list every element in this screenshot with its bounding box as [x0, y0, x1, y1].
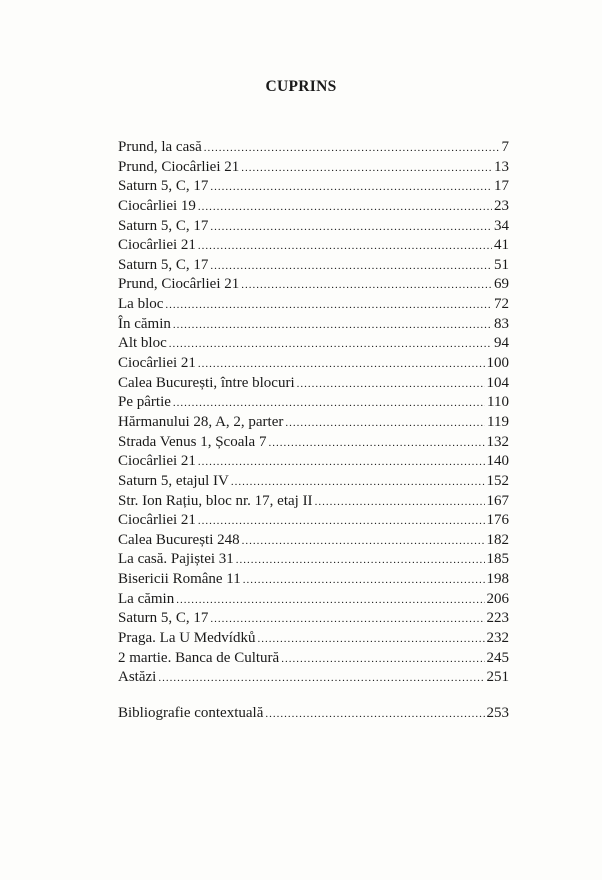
- toc-entry-bibliography: [118, 704, 509, 724]
- toc-entry-title: Ciocârliei 21: [118, 237, 196, 254]
- toc-entry-page: 100: [486, 355, 509, 372]
- dot-leader: [204, 139, 500, 159]
- toc-entry: [118, 393, 509, 413]
- dot-leader: [242, 532, 485, 552]
- toc-entry: [118, 609, 509, 629]
- toc-entry-title: La casă. Pajiștei 31: [118, 551, 234, 568]
- toc-entry-page: 72: [494, 296, 509, 313]
- toc-entry-title: Bibliografie contextuală: [118, 705, 264, 721]
- dot-leader: [210, 610, 484, 630]
- dot-leader: [198, 355, 485, 375]
- toc-entry: [118, 256, 509, 276]
- toc-entry: [118, 531, 509, 551]
- toc-entry-page: 119: [487, 413, 509, 430]
- dot-leader: [169, 335, 492, 355]
- dot-leader: [198, 198, 492, 218]
- toc-entry: [118, 217, 509, 237]
- toc-entry-title: Hărmanului 28, A, 2, parter: [118, 413, 284, 430]
- dot-leader: [210, 178, 492, 198]
- toc-entry-title: Saturn 5, C, 17: [118, 610, 209, 627]
- dot-leader: [173, 394, 485, 414]
- toc-entry-page: 185: [486, 551, 509, 568]
- toc-entry: [118, 433, 509, 453]
- dot-leader: [210, 257, 492, 277]
- toc-entry-title: Ciocârliei 19: [118, 197, 196, 214]
- toc-entry-title: Prund, Ciocârliei 21: [118, 276, 240, 293]
- toc-entry: [118, 315, 509, 335]
- toc-entry-page: 132: [486, 433, 509, 450]
- toc-entry-page: 51: [494, 256, 509, 273]
- toc-entry-title: Saturn 5, C, 17: [118, 256, 209, 273]
- toc-entry: [118, 492, 509, 512]
- toc-entry-title: Ciocârliei 21: [118, 453, 196, 470]
- dot-leader: [268, 434, 484, 454]
- toc-entry-title: Pe pârtie: [118, 394, 171, 411]
- dot-leader: [198, 453, 485, 473]
- dot-leader: [241, 276, 492, 296]
- toc-entry-title: Strada Venus 1, Școala 7: [118, 433, 267, 450]
- toc-entry: [118, 511, 509, 531]
- dot-leader: [281, 650, 484, 670]
- toc-entry-title: Saturn 5, C, 17: [118, 178, 209, 195]
- toc-entry-title: La cămin: [118, 590, 175, 607]
- table-of-contents: [118, 138, 509, 688]
- toc-entry-title: Alt bloc: [118, 335, 167, 352]
- toc-entry-page: 223: [486, 610, 509, 627]
- toc-entry: [118, 590, 509, 610]
- page-title: CUPRINS: [265, 78, 337, 95]
- toc-entry: [118, 275, 509, 295]
- toc-entry-title: 2 martie. Banca de Cultură: [118, 649, 280, 666]
- dot-leader: [158, 669, 484, 689]
- dot-leader: [243, 571, 485, 591]
- toc-entry-title: Str. Ion Rațiu, bloc nr. 17, etaj II: [118, 492, 313, 509]
- toc-entry-title: Saturn 5, C, 17: [118, 217, 209, 234]
- toc-entry-page: 182: [486, 531, 509, 548]
- toc-entry-page: 69: [494, 276, 509, 293]
- dot-leader: [198, 237, 492, 257]
- toc-entry: [118, 649, 509, 669]
- toc-entry: [118, 413, 509, 433]
- toc-entry-title: În cămin: [118, 315, 171, 332]
- dot-leader: [231, 473, 485, 493]
- dot-leader: [241, 159, 492, 179]
- toc-entry: [118, 472, 509, 492]
- toc-entry-title: Calea București, între blocuri: [118, 374, 295, 391]
- dot-leader: [176, 591, 484, 611]
- toc-entry-title: Astăzi: [118, 669, 157, 686]
- toc-entry: [118, 236, 509, 256]
- toc-entry: [118, 570, 509, 590]
- dot-leader: [315, 493, 485, 513]
- dot-leader: [236, 551, 485, 571]
- toc-entry-page: 251: [486, 669, 509, 686]
- toc-entry: [118, 177, 509, 197]
- toc-entry-page: 245: [486, 649, 509, 666]
- toc-entry: [118, 197, 509, 217]
- dot-leader: [165, 296, 492, 316]
- toc-entry-title: Praga. La U Medvídků: [118, 630, 256, 647]
- dot-leader: [297, 375, 485, 395]
- dot-leader: [285, 414, 485, 434]
- toc-entry-page: 7: [501, 139, 509, 155]
- toc-entry-page: 198: [486, 571, 509, 588]
- dot-leader: [210, 218, 492, 238]
- dot-leader: [265, 705, 484, 725]
- toc-entry: [118, 138, 509, 158]
- toc-entry: [118, 629, 509, 649]
- toc-entry-page: 94: [494, 335, 509, 352]
- toc-entry-title: Ciocârliei 21: [118, 512, 196, 529]
- toc-entry-title: Bisericii Române 11: [118, 571, 241, 588]
- toc-entry: [118, 668, 509, 688]
- toc-entry-page: 140: [486, 453, 509, 470]
- toc-entry-page: 167: [486, 492, 509, 509]
- toc-entry-title: Calea București 248: [118, 531, 240, 548]
- toc-entry-page: 34: [494, 217, 509, 234]
- toc-entry: [118, 158, 509, 178]
- toc-entry-page: 13: [494, 158, 509, 175]
- dot-leader: [257, 630, 484, 650]
- toc-entry-title: Prund, la casă: [118, 139, 202, 155]
- toc-entry-page: 206: [486, 590, 509, 607]
- toc-entry: [118, 295, 509, 315]
- toc-entry-page: 41: [494, 237, 509, 254]
- toc-entry-page: 17: [494, 178, 509, 195]
- toc-entry-title: Prund, Ciocârliei 21: [118, 158, 240, 175]
- toc-entry-page: 152: [486, 472, 509, 489]
- toc-entry-page: 23: [494, 197, 509, 214]
- toc-entry: [118, 334, 509, 354]
- toc-entry-page: 110: [487, 394, 509, 411]
- toc-entry: [118, 550, 509, 570]
- toc-entry-page: 104: [486, 374, 509, 391]
- toc-entry: [118, 452, 509, 472]
- dot-leader: [173, 316, 492, 336]
- toc-entry-title: Saturn 5, etajul IV: [118, 472, 229, 489]
- toc-entry-title: La bloc: [118, 296, 164, 313]
- toc-entry: [118, 354, 509, 374]
- dot-leader: [198, 512, 485, 532]
- toc-entry-page: 253: [486, 705, 509, 721]
- toc-entry: [118, 374, 509, 394]
- toc-entry-page: 176: [486, 512, 509, 529]
- toc-entry-page: 232: [486, 630, 509, 647]
- toc-entry-page: 83: [494, 315, 509, 332]
- toc-entry-title: Ciocârliei 21: [118, 355, 196, 372]
